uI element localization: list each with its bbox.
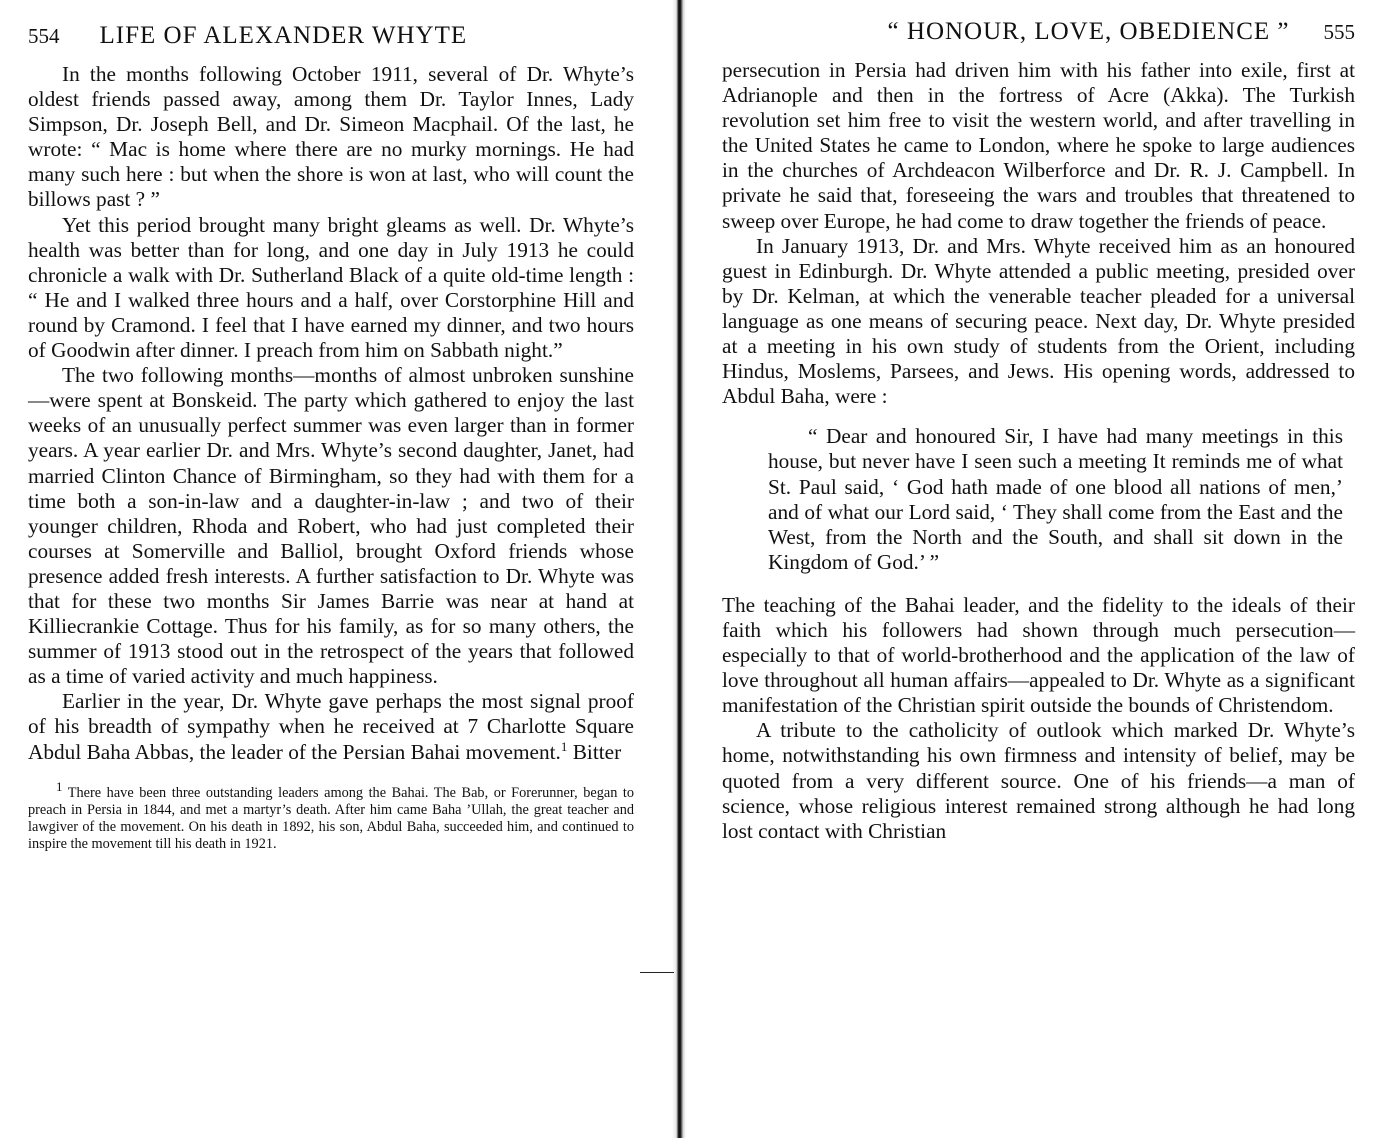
right-paragraph-2: In January 1913, Dr. and Mrs. Whyte received him as an honoured guest in Edinburgh. Dr. Whyte attended a public meeting, presided over by Dr. Kelman, at which the venerable teacher pleaded for a universal language as one means of securing peace. Next day, Dr. Whyte presided at a meeting in his own study of students from the Orient, including Hindus, Moslems, Parsees, and Jews. His opening words, addressed to Abdul Baha, were :	[722, 233, 1355, 409]
book-gutter	[672, 0, 686, 1138]
block-quote-text: “ Dear and honoured Sir, I have had many meetings in this house, but never have I seen such a meeting It reminds me of what St. Paul said, ‘ God hath made of one blood all nations of men,’ and of what our Lord said, ‘ They shall come from the East and the West, from the North and the South, and shall sit down in the Kingdom of God.’ ”	[768, 424, 1343, 574]
right-body-text-2	[722, 593, 1355, 844]
left-paragraph-3: The two following months—months of almost unbroken sunshine—were spent at Bonskeid. The party which gathered to enjoy the last weeks of an unusually perfect summer was even larger than in former years. A year earlier Dr. and Mrs. Whyte’s second daughter, Janet, had married Clinton Chance of Birmingham, so they had with them for a time both a son-in-law and a daughter-in-law ; and two of their younger children, Rhoda and Robert, who had just completed their courses at Somerville and Balliol, brought Oxford friends whose presence added fresh interests. A further satisfaction to Dr. Whyte was that for these two months Sir James Barrie was near at hand at Killiecrankie Cottage. Thus for his family, as for so many others, the summer of 1913 stood out in the retrospect of the years that followed as a time of varied activity and much happiness.	[28, 363, 634, 689]
right-running-head	[722, 18, 1355, 52]
footnote	[28, 778, 634, 854]
left-page-number: 554	[28, 24, 60, 48]
left-paragraph-4-tail: Bitter	[567, 739, 622, 764]
left-paragraph-4	[28, 689, 634, 764]
footnote-reference: 1	[560, 738, 568, 754]
right-page-number: 555	[1323, 20, 1355, 44]
footnote-marker: 1	[56, 778, 63, 794]
right-continued-paragraph: persecution in Persia had driven him with his father into exile, first at Adrianople and then in the fortress of Acre (Akka). The Turkish revolution set him free to visit the western world, and after travelling in the United States he came to London, where he spoke to large audiences in the churches of Archdeacon Wilberforce and Dr. R. J. Campbell. In private he said that, foreseeing the wars and troubles that threatened to sweep over Europe, he had come to draw together the friends of peace.	[722, 58, 1355, 233]
right-paragraph-3: The teaching of the Bahai leader, and the fidelity to the ideals of their faith which his followers had shown through much persecution—especially to that of world-brotherhood and the application of the law of love throughout all human affairs—appealed to Dr. Whyte as a significant manifestation of the Christian spirit outside the bounds of Christendom.	[722, 592, 1355, 718]
right-body-text	[722, 58, 1355, 409]
left-page	[0, 0, 672, 1138]
footnote-area	[28, 778, 634, 854]
left-running-head	[28, 22, 634, 56]
left-body-text	[28, 62, 634, 765]
left-paragraph-4-text: Earlier in the year, Dr. Whyte gave perhaps the most signal proof of his breadth of sympathy when he received at 7 Charlotte Square Abdul Baha Abbas, the leader of the Persian Bahai movement.	[28, 689, 634, 764]
footnote-text: There have been three outstanding leaders among the Bahai. The Bab, or Forerunner, began to preach in Persia in 1844, and met a martyr’s death. After him came Baha ’Ullah, the great teacher and lawgiver of the movement. On his death in 1892, his son, Abdul Baha, succeeded him, and continued to inspire the movement till his death in 1921.	[28, 784, 634, 853]
right-page	[686, 0, 1377, 1138]
left-paragraph-2: Yet this period brought many bright gleams as well. Dr. Whyte’s health was better than for long, and one day in July 1913 he could chronicle a walk with Dr. Sutherland Black of a quite old-time length : “ He and I walked three hours and a half, over Corstorphine Hill and round by Cramond. I feel that I have earned my dinner, and two hours of Goodwin after dinner. I preach from him on Sabbath night.”	[28, 212, 634, 363]
right-paragraph-4: A tribute to the catholicity of outlook which marked Dr. Whyte’s home, notwithstanding his own firmness and intensity of belief, may be quoted from a very different source. One of his friends—a man of science, whose religious interest remained strong although he had long lost contact with Christian	[722, 718, 1355, 843]
left-running-title: LIFE OF ALEXANDER WHYTE	[99, 22, 468, 49]
block-quote	[768, 424, 1343, 575]
gutter-mark	[640, 972, 674, 973]
left-paragraph-1: In the months following October 1911, several of Dr. Whyte’s oldest friends passed away, among them Dr. Taylor Innes, Lady Simpson, Dr. Joseph Bell, and Dr. Simeon Macphail. Of the last, he wrote: “ Mac is home where there are no murky mornings. He had many such here : but when the shore is won at last, who will count the billows past ? ”	[28, 62, 634, 212]
right-running-title: “ HONOUR, LOVE, OBEDIENCE ”	[887, 18, 1290, 45]
